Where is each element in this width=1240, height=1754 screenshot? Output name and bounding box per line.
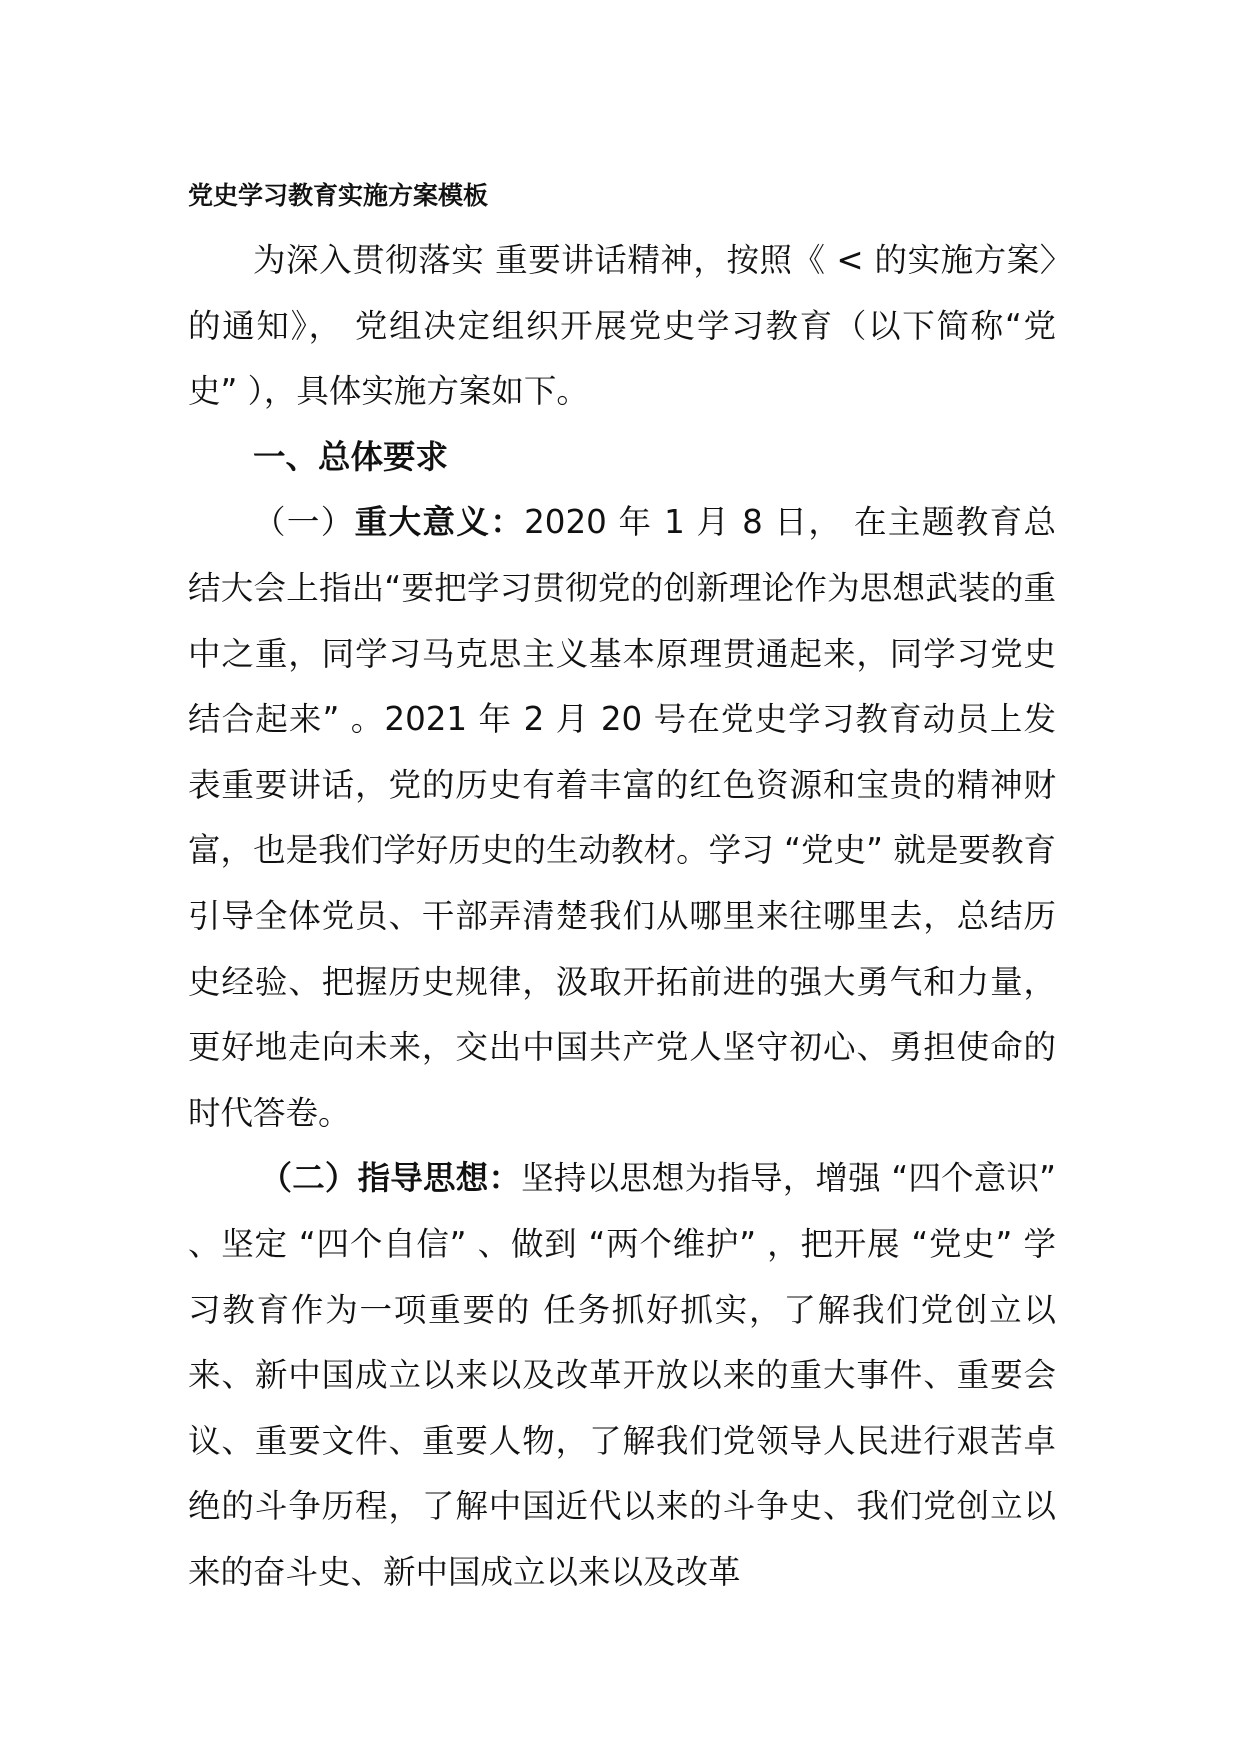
document-body — [188, 228, 1056, 1605]
item-guiding-thought-label: 指导思想： — [357, 1159, 522, 1198]
intro-paragraph: 为深入贯彻落实 重要讲话精神，按照《 < 的实施方案〉的通知》， 党组决定组织开展党史学习教育（以下简称“党史” ），具体实施方案如下。 — [188, 241, 1056, 411]
document-title: 党史学习教育实施方案模板 — [188, 181, 489, 210]
item-significance-text: 2020 年 1 月 8 日， 在主题教育总结大会上指出“要把学习贯彻党的创新理论作为思想武装的重中之重，同学习马克思主义基本原理贯通起来，同学习党史结合起来” 。2021 年 2 月 20 号在党史学习教育动员上发表重要讲话，党的历史有着丰富的红色资源和宝贵的精神财富，也是我们学好历史的生动教材。学习 “党史” 就是要教育引导全体党员、干部弄清楚我们从哪里来往哪里去，总结历史经验、把握历史规律，汲取开拓前进的强大勇气和力量，更好地走向未来，交出中国共产党人坚守初心、勇担使命的时代答卷。 — [188, 503, 1056, 1132]
section-heading-overall-requirements: 一、总体要求 — [253, 437, 449, 476]
item-significance-paragraph — [188, 490, 1056, 1146]
item-significance-label: 重大意义： — [354, 503, 525, 542]
item-guiding-thought-prefix: （二） — [259, 1159, 358, 1198]
item-guiding-thought-text: 坚持以思想为指导，增强 “四个意识” 、坚定 “四个自信” 、做到 “两个维护” ，把开展 “党史” 学习教育作为一项重要的 任务抓好抓实，了解我们党创立以来、新中国成立以来以及改革开放以来的重大事件、重要会议、重要文件、重要人物，了解我们党领导人民进行艰苦卓绝的斗争历程，了解中国近代以来的斗争史、我们党创立以来的奋斗史、新中国成立以来以及改革 — [188, 1159, 1056, 1591]
item-guiding-thought-paragraph — [188, 1146, 1056, 1605]
item-significance-prefix: （一） — [253, 503, 355, 542]
